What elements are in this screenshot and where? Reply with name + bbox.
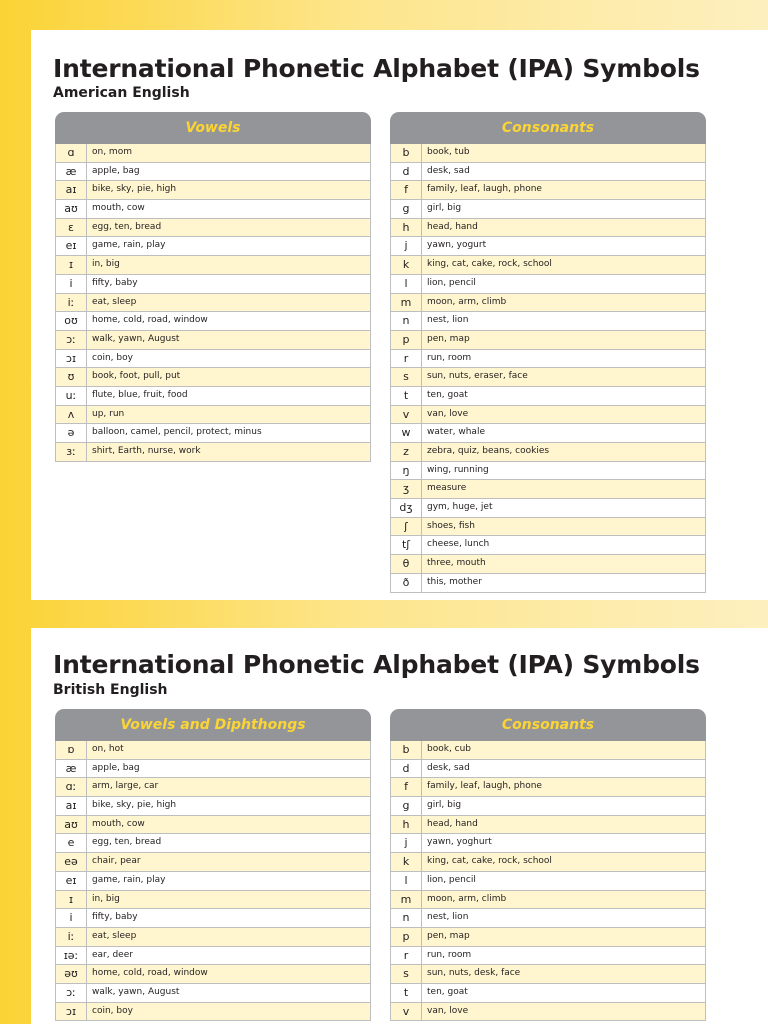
table-row — [56, 424, 370, 443]
table-row — [56, 331, 370, 350]
example-words: king, cat, cake, rock, school — [427, 259, 552, 270]
example-words: shoes, fish — [427, 520, 475, 531]
ipa-symbol: s — [391, 368, 422, 386]
ipa-symbol: ɑː — [56, 778, 87, 796]
example-words: coin, boy — [92, 352, 133, 363]
table-row — [391, 555, 705, 574]
ipa-symbol: ð — [391, 574, 422, 592]
ipa-symbol: g — [391, 797, 422, 815]
example-words: run, room — [427, 352, 472, 363]
example-words: fifty, baby — [92, 912, 138, 923]
table-row — [56, 200, 370, 219]
example-words: book, foot, pull, put — [92, 371, 181, 382]
example-words: yawn, yogurt — [427, 240, 487, 251]
table-row — [391, 424, 705, 443]
table-row — [56, 294, 370, 313]
example-words: lion, pencil — [427, 277, 476, 288]
example-words: coin, boy — [92, 1005, 133, 1016]
table-row — [391, 947, 705, 966]
table-row — [56, 368, 370, 387]
example-words: water, whale — [427, 427, 485, 438]
table-row — [56, 275, 370, 294]
ipa-symbol: t — [391, 984, 422, 1002]
table-row — [391, 872, 705, 891]
table-row — [56, 853, 370, 872]
ipa-symbol: h — [391, 219, 422, 237]
table-row — [391, 518, 705, 537]
ipa-symbol: b — [391, 144, 422, 162]
table-row — [391, 1003, 705, 1022]
table-row — [391, 797, 705, 816]
table-row — [391, 741, 705, 760]
table-row — [56, 312, 370, 331]
example-words: sun, nuts, eraser, face — [427, 371, 528, 382]
table-row — [56, 406, 370, 425]
example-words: moon, arm, climb — [427, 893, 507, 904]
ipa-symbol: ɔɪ — [56, 1003, 87, 1021]
example-words: king, cat, cake, rock, school — [427, 856, 552, 867]
example-words: eat, sleep — [92, 296, 137, 307]
example-words: apple, bag — [92, 165, 140, 176]
table-row — [56, 387, 370, 406]
ipa-symbol: w — [391, 424, 422, 442]
table-row — [391, 237, 705, 256]
example-words: egg, ten, bread — [92, 221, 162, 232]
example-words: gym, huge, jet — [427, 502, 493, 513]
ipa-symbol: f — [391, 181, 422, 199]
table-row — [56, 741, 370, 760]
american-english-panel — [31, 30, 768, 600]
table-row — [391, 256, 705, 275]
example-words: shirt, Earth, nurse, work — [92, 446, 201, 456]
example-words: ten, goat — [427, 389, 468, 400]
ipa-symbol: ɪəː — [56, 947, 87, 965]
ipa-symbol: ɔɪ — [56, 350, 87, 368]
table-row — [56, 891, 370, 910]
example-words: three, mouth — [427, 558, 486, 569]
ipa-symbol: iː — [56, 294, 87, 312]
example-words: family, leaf, laugh, phone — [427, 184, 542, 195]
example-words: walk, yawn, August — [92, 986, 180, 997]
ipa-symbol: s — [391, 965, 422, 983]
example-words: lion, pencil — [427, 874, 476, 885]
example-words: up, run — [92, 408, 125, 419]
table-row — [56, 1003, 370, 1022]
table-row — [391, 909, 705, 928]
example-words: chair, pear — [92, 856, 141, 867]
example-words: on, mom — [92, 147, 132, 157]
table-row — [56, 443, 370, 462]
ipa-symbol: i — [56, 275, 87, 293]
table-header: Consonants — [390, 112, 706, 144]
ipa-symbol: e — [56, 834, 87, 852]
table-header: Consonants — [390, 709, 706, 741]
ipa-symbol: aʊ — [56, 816, 87, 834]
page-subtitle: American English — [53, 85, 190, 101]
table-row — [391, 536, 705, 555]
ipa-symbol: θ — [391, 555, 422, 573]
ipa-symbol: tʃ — [391, 536, 422, 554]
ipa-symbol: k — [391, 853, 422, 871]
example-words: zebra, quiz, beans, cookies — [427, 446, 550, 456]
example-words: yawn, yoghurt — [427, 837, 492, 848]
table-row — [56, 181, 370, 200]
example-words: eat, sleep — [92, 930, 137, 941]
table-row — [391, 480, 705, 499]
british-english-panel — [31, 628, 768, 1024]
table-row — [391, 350, 705, 369]
ipa-symbol: aɪ — [56, 797, 87, 815]
example-words: girl, big — [427, 203, 462, 214]
table-row — [391, 443, 705, 462]
ipa-symbol: d — [391, 163, 422, 181]
ipa-symbol: j — [391, 237, 422, 255]
example-words: home, cold, road, window — [92, 968, 208, 979]
ipa-symbol: ɔː — [56, 984, 87, 1002]
example-words: bike, sky, pie, high — [92, 800, 177, 811]
ipa-symbol: ʌ — [56, 406, 87, 424]
table-row — [56, 256, 370, 275]
table-row — [391, 387, 705, 406]
table-row — [391, 144, 705, 163]
example-words: sun, nuts, desk, face — [427, 968, 521, 979]
ipa-symbol: iː — [56, 928, 87, 946]
ipa-symbol: k — [391, 256, 422, 274]
ipa-symbol: ɪ — [56, 256, 87, 274]
table-row — [56, 909, 370, 928]
ipa-symbol: n — [391, 312, 422, 330]
example-words: moon, arm, climb — [427, 296, 507, 307]
example-words: balloon, camel, pencil, protect, minus — [92, 427, 262, 438]
table-body — [55, 741, 371, 1021]
ipa-symbol: ɑ — [56, 144, 87, 162]
ipa-symbol: p — [391, 928, 422, 946]
ipa-symbol: ɛ — [56, 219, 87, 237]
example-words: van, love — [427, 1005, 469, 1016]
table-row — [391, 853, 705, 872]
example-words: head, hand — [427, 818, 478, 829]
example-words: family, leaf, laugh, phone — [427, 781, 542, 792]
table-row — [391, 275, 705, 294]
table-row — [391, 984, 705, 1003]
example-words: pen, map — [427, 333, 470, 344]
ipa-symbol: ʃ — [391, 518, 422, 536]
example-words: flute, blue, fruit, food — [92, 389, 188, 400]
example-words: measure — [427, 483, 467, 494]
table-row — [56, 834, 370, 853]
ipa-symbol: d — [391, 760, 422, 778]
ipa-symbol: i — [56, 909, 87, 927]
ipa-symbol: æ — [56, 760, 87, 778]
table-row — [56, 163, 370, 182]
table-row — [391, 816, 705, 835]
example-words: on, hot — [92, 744, 124, 754]
table-body — [390, 741, 706, 1021]
consonants-table — [390, 112, 706, 593]
example-words: desk, sad — [427, 762, 470, 773]
example-words: mouth, cow — [92, 818, 145, 829]
page-title: International Phonetic Alphabet (IPA) Symbols — [53, 650, 700, 679]
table-row — [56, 816, 370, 835]
table-body — [55, 144, 371, 462]
table-row — [391, 368, 705, 387]
table-row — [391, 200, 705, 219]
example-words: nest, lion — [427, 315, 469, 326]
ipa-symbol: eɪ — [56, 872, 87, 890]
table-row — [56, 760, 370, 779]
ipa-symbol: ʒ — [391, 480, 422, 498]
table-row — [391, 834, 705, 853]
table-row — [56, 947, 370, 966]
table-row — [391, 294, 705, 313]
example-words: nest, lion — [427, 912, 469, 923]
table-row — [56, 872, 370, 891]
table-row — [391, 462, 705, 481]
example-words: in, big — [92, 259, 120, 270]
example-words: book, tub — [427, 147, 470, 157]
example-words: game, rain, play — [92, 240, 166, 251]
table-row — [56, 778, 370, 797]
ipa-symbol: ŋ — [391, 462, 422, 480]
ipa-symbol: eə — [56, 853, 87, 871]
example-words: home, cold, road, window — [92, 315, 208, 326]
table-row — [56, 219, 370, 238]
ipa-symbol: v — [391, 406, 422, 424]
vowels-table — [55, 112, 371, 462]
table-row — [391, 965, 705, 984]
table-row — [391, 219, 705, 238]
example-words: this, mother — [427, 576, 482, 587]
ipa-symbol: n — [391, 909, 422, 927]
example-words: egg, ten, bread — [92, 837, 162, 848]
table-row — [391, 163, 705, 182]
example-words: bike, sky, pie, high — [92, 184, 177, 195]
table-row — [56, 237, 370, 256]
ipa-symbol: m — [391, 294, 422, 312]
ipa-symbol: ə — [56, 424, 87, 442]
ipa-symbol: əʊ — [56, 965, 87, 983]
ipa-symbol: p — [391, 331, 422, 349]
table-row — [391, 312, 705, 331]
ipa-symbol: h — [391, 816, 422, 834]
table-row — [56, 928, 370, 947]
table-row — [391, 406, 705, 425]
example-words: run, room — [427, 949, 472, 960]
vowels-table — [55, 709, 371, 1021]
example-words: ear, deer — [92, 949, 133, 960]
ipa-symbol: r — [391, 947, 422, 965]
table-row — [56, 965, 370, 984]
consonants-table — [390, 709, 706, 1021]
example-words: apple, bag — [92, 762, 140, 773]
ipa-symbol: b — [391, 741, 422, 759]
ipa-symbol: dʒ — [391, 499, 422, 517]
example-words: ten, goat — [427, 986, 468, 997]
table-row — [391, 331, 705, 350]
ipa-symbol: ɒ — [56, 741, 87, 759]
ipa-symbol: ʊ — [56, 368, 87, 386]
table-row — [391, 928, 705, 947]
ipa-symbol: m — [391, 891, 422, 909]
ipa-symbol: aɪ — [56, 181, 87, 199]
ipa-symbol: ɪ — [56, 891, 87, 909]
ipa-symbol: ɜː — [56, 443, 87, 461]
example-words: head, hand — [427, 221, 478, 232]
table-row — [391, 778, 705, 797]
table-body — [390, 144, 706, 593]
table-header: Vowels and Diphthongs — [55, 709, 371, 741]
table-row — [391, 181, 705, 200]
ipa-symbol: aʊ — [56, 200, 87, 218]
table-row — [56, 350, 370, 369]
table-row — [391, 891, 705, 910]
example-words: walk, yawn, August — [92, 333, 180, 344]
ipa-symbol: z — [391, 443, 422, 461]
example-words: wing, running — [427, 464, 489, 475]
ipa-symbol: g — [391, 200, 422, 218]
example-words: girl, big — [427, 800, 462, 811]
ipa-symbol: ɔː — [56, 331, 87, 349]
example-words: van, love — [427, 408, 469, 419]
example-words: arm, large, car — [92, 781, 159, 792]
table-row — [391, 574, 705, 593]
ipa-symbol: j — [391, 834, 422, 852]
page-title: International Phonetic Alphabet (IPA) Symbols — [53, 54, 700, 83]
table-row — [56, 797, 370, 816]
example-words: cheese, lunch — [427, 539, 490, 550]
ipa-symbol: v — [391, 1003, 422, 1021]
ipa-symbol: uː — [56, 387, 87, 405]
table-row — [391, 499, 705, 518]
example-words: in, big — [92, 893, 120, 904]
example-words: desk, sad — [427, 165, 470, 176]
ipa-symbol: oʊ — [56, 312, 87, 330]
example-words: mouth, cow — [92, 203, 145, 214]
ipa-symbol: t — [391, 387, 422, 405]
table-header: Vowels — [55, 112, 371, 144]
ipa-symbol: f — [391, 778, 422, 796]
ipa-symbol: æ — [56, 163, 87, 181]
example-words: pen, map — [427, 930, 470, 941]
table-row — [391, 760, 705, 779]
ipa-symbol: r — [391, 350, 422, 368]
example-words: book, cub — [427, 744, 472, 754]
table-row — [56, 144, 370, 163]
page-subtitle: British English — [53, 682, 168, 698]
ipa-symbol: l — [391, 872, 422, 890]
ipa-symbol: l — [391, 275, 422, 293]
example-words: game, rain, play — [92, 874, 166, 885]
table-row — [56, 984, 370, 1003]
example-words: fifty, baby — [92, 277, 138, 288]
ipa-symbol: eɪ — [56, 237, 87, 255]
